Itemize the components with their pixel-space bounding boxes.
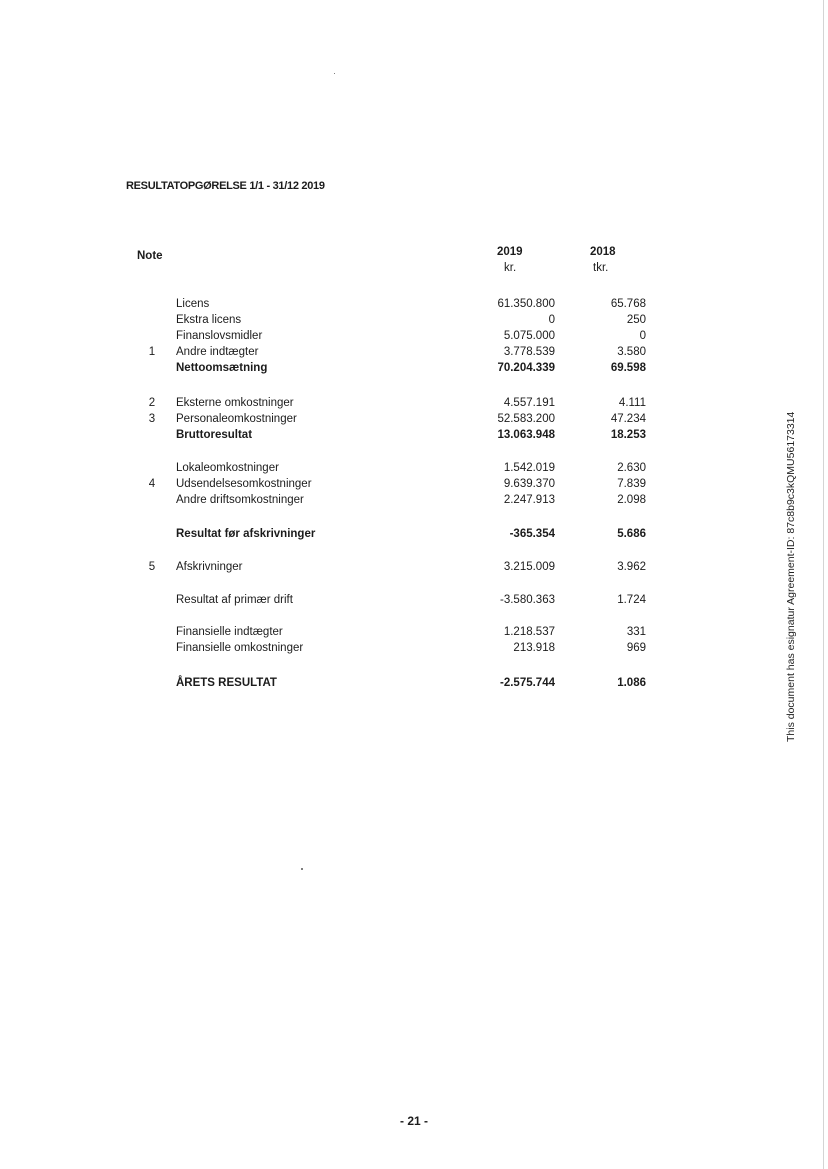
value-2019: 1.218.537 (503, 626, 555, 638)
statement-row (0, 330, 828, 346)
row-label: Resultat af primær drift (176, 594, 293, 606)
row-label: Udsendelsesomkostninger (176, 478, 312, 490)
statement-row (0, 642, 828, 658)
value-2018: 1.086 (617, 677, 646, 689)
value-2019: 5.075.000 (503, 330, 555, 342)
value-2019: 9.639.370 (503, 478, 555, 490)
statement-title: RESULTATOPGØRELSE 1/1 - 31/12 2019 (126, 180, 325, 192)
year-2019-header: 2019 (497, 246, 523, 258)
unit-2019-header: kr. (504, 262, 517, 274)
row-label: Personaleomkostninger (176, 413, 297, 425)
statement-row (0, 561, 828, 577)
unit-2018-header: tkr. (593, 262, 609, 274)
row-label: Licens (176, 298, 210, 310)
statement-row (0, 462, 828, 478)
value-2019: 2.247.913 (503, 494, 555, 506)
value-2018: 2.630 (617, 462, 646, 474)
value-2018: 331 (626, 626, 646, 638)
statement-row (0, 494, 828, 510)
row-label: Finanslovsmidler (176, 330, 263, 342)
row-label: Andre driftsomkostninger (176, 494, 304, 506)
value-2018: 3.580 (617, 346, 646, 358)
value-2019: 13.063.948 (497, 429, 555, 441)
value-2019: 61.350.800 (497, 298, 555, 310)
statement-row (0, 594, 828, 610)
value-2019: -365.354 (509, 528, 555, 540)
row-note-number: 4 (148, 478, 156, 490)
value-2019: 213.918 (513, 642, 555, 654)
row-label: Eksterne omkostninger (176, 397, 294, 409)
note-column-header: Note (137, 250, 163, 262)
row-label: Bruttoresultat (176, 429, 253, 441)
value-2018: 250 (626, 314, 646, 326)
statement-row (0, 528, 828, 544)
statement-row (0, 429, 828, 445)
value-2018: 69.598 (610, 362, 646, 374)
value-2019: 3.215.009 (503, 561, 555, 573)
row-label: Resultat før afskrivninger (176, 528, 316, 540)
value-2018: 65.768 (610, 298, 646, 310)
value-2018: 18.253 (610, 429, 646, 441)
value-2018: 2.098 (617, 494, 646, 506)
scan-speck (334, 73, 335, 74)
value-2019: 52.583.200 (497, 413, 555, 425)
value-2018: 4.111 (618, 397, 646, 409)
page-number: - 21 - (399, 1114, 428, 1128)
year-2018-header: 2018 (590, 246, 616, 258)
value-2019: -2.575.744 (500, 677, 555, 689)
row-note-number: 3 (148, 413, 156, 425)
statement-row (0, 298, 828, 314)
statement-row (0, 413, 828, 429)
statement-row (0, 626, 828, 642)
value-2018: 5.686 (617, 528, 646, 540)
statement-row (0, 362, 828, 378)
statement-row (0, 397, 828, 413)
row-note-number: 5 (148, 561, 156, 573)
value-2018: 7.839 (617, 478, 646, 490)
row-label: Lokaleomkostninger (176, 462, 279, 474)
value-2019: 1.542.019 (503, 462, 555, 474)
value-2018: 0 (639, 330, 646, 342)
statement-row (0, 346, 828, 362)
row-label: Andre indtægter (176, 346, 259, 358)
value-2018: 3.962 (617, 561, 646, 573)
statement-row (0, 677, 828, 693)
row-label: ÅRETS RESULTAT (176, 677, 277, 689)
value-2019: -3.580.363 (500, 594, 555, 606)
row-label: Finansielle indtægter (176, 626, 283, 638)
value-2018: 47.234 (610, 413, 646, 425)
value-2018: 969 (626, 642, 646, 654)
value-2019: 70.204.339 (497, 362, 555, 374)
statement-row (0, 314, 828, 330)
row-label: Ekstra licens (176, 314, 242, 326)
row-label: Finansielle omkostninger (176, 642, 304, 654)
row-label: Afskrivninger (176, 561, 243, 573)
scan-speck (301, 868, 303, 870)
row-note-number: 1 (148, 346, 156, 358)
value-2019: 4.557.191 (503, 397, 555, 409)
value-2019: 3.778.539 (503, 346, 555, 358)
esignatur-side-text: This document has esignatur Agreement-ID: 87c8b9c3kQMU56173314 (785, 411, 797, 742)
row-label: Nettoomsætning (176, 362, 268, 374)
row-note-number: 2 (148, 397, 156, 409)
page-edge (823, 0, 824, 1169)
value-2018: 1.724 (617, 594, 646, 606)
statement-row (0, 478, 828, 494)
value-2019: 0 (548, 314, 555, 326)
